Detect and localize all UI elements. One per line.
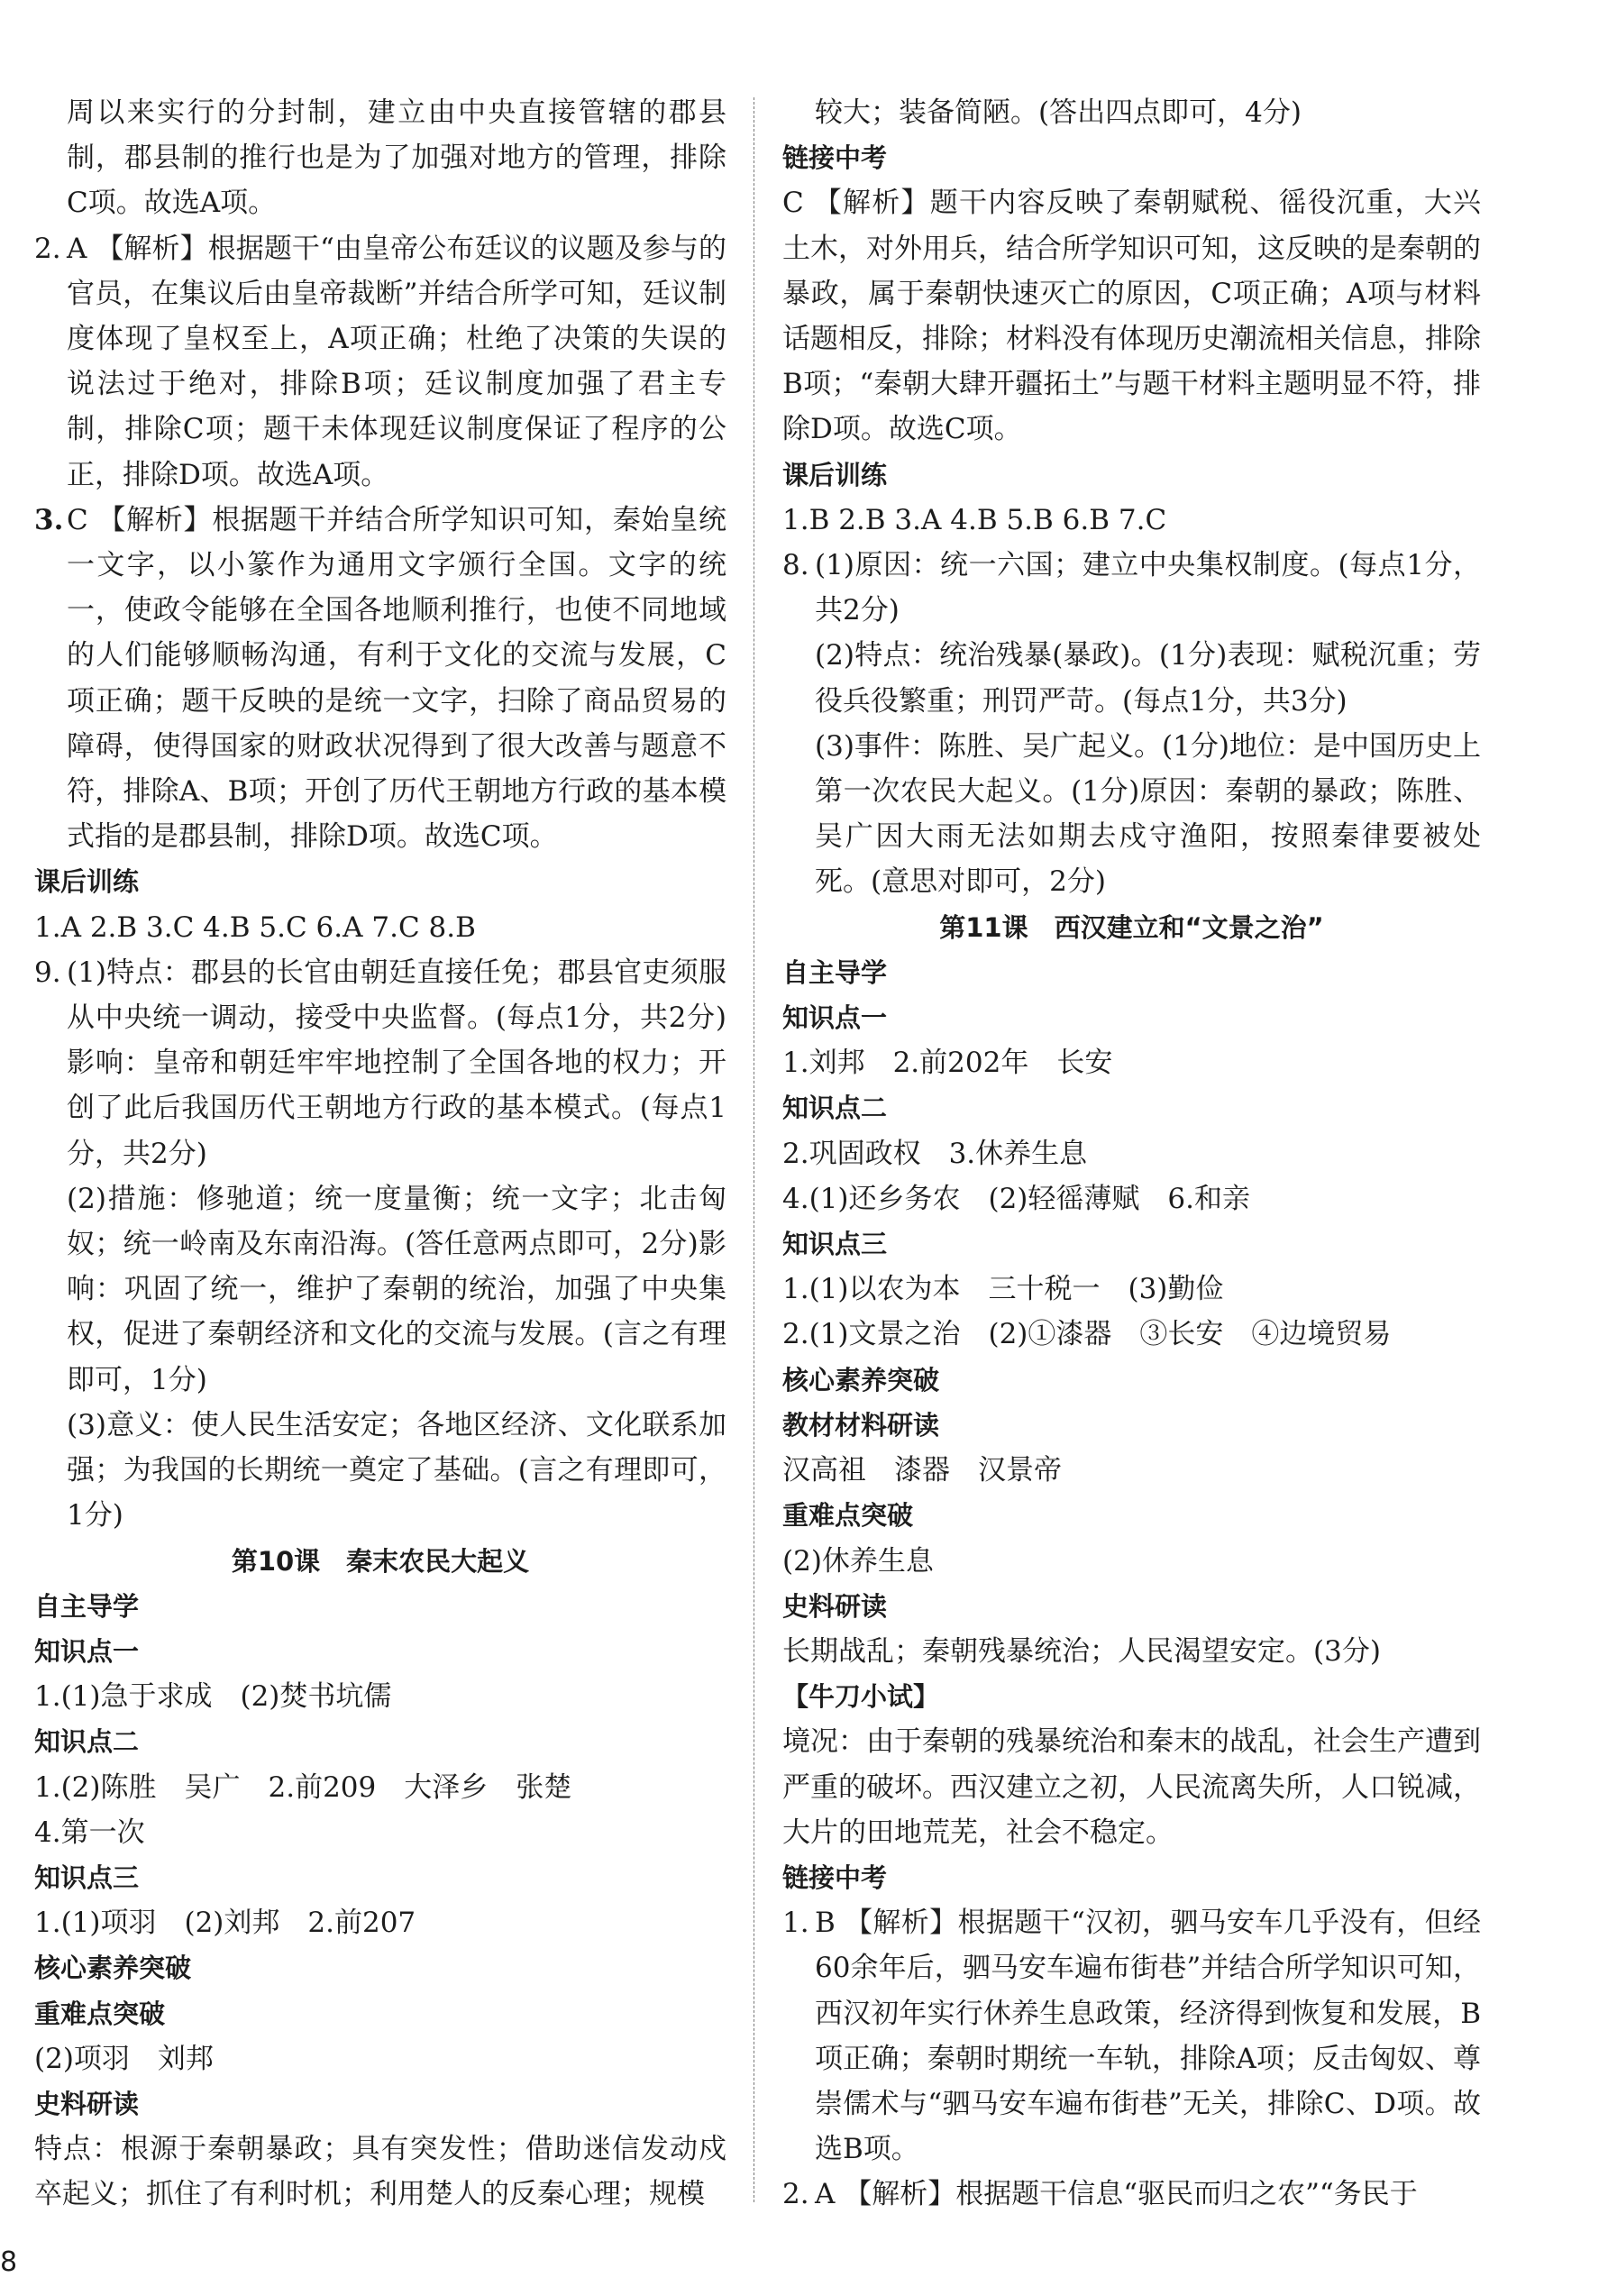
section-heading-zhongnan: 重难点突破 [782, 1500, 914, 1532]
section-heading-lianjie: 链接中考 [782, 142, 888, 174]
answer-key-line: 1.B 2.B 3.A 4.B 5.B 6.B 7.C [782, 503, 1167, 536]
question-8 [782, 543, 1481, 905]
knowledge-point-3-heading: 知识点三 [34, 1861, 140, 1893]
knowledge-point-1-answers: 1.刘邦 2.前202年 长安 [782, 1047, 1113, 1080]
left-column [34, 90, 726, 2218]
knowledge-point-2-answers-more: 4.(1)还乡务农 (2)轻徭薄赋 6.和亲 [782, 1182, 1250, 1215]
shiliao-answer: 特点：根源于秦朝暴政；具有突发性；借助迷信发动戍卒起义；抓住了有利时机；利用楚人的反秦心理；规模 [34, 2133, 726, 2211]
section-heading-shiliao: 史料研读 [782, 1590, 888, 1622]
section-heading-niudao: 【牛刀小试】 [782, 1681, 940, 1713]
section-heading-kehou: 课后训练 [34, 866, 140, 898]
lianjie-question-2-answer: A 【解析】根据题干信息“驱民而归之农”“务民于 [815, 2178, 1418, 2211]
question-8-parts [815, 543, 1481, 905]
lianjie-question-2 [782, 2172, 1481, 2217]
knowledge-point-3-answers: 1.(1)以农为本 三十税一 (3)勤俭 [782, 1273, 1224, 1306]
question-number: 8. [782, 549, 809, 582]
page-number: 8 [0, 2246, 18, 2278]
question-9-parts [67, 950, 726, 1539]
question-number: 1. [782, 1907, 809, 1940]
knowledge-point-3-heading: 知识点三 [782, 1229, 888, 1260]
zhongnan-answer: (2)项羽 刘邦 [34, 2042, 214, 2075]
question-3-answer: C 【解析】根据题干并结合所学知识可知，秦始皇统一文字，以小篆作为通用文字颁行全国。文字的统一，使政令能够在全国各地顺利推行，也使不同地域的人们能够顺畅沟通，有利于文化的交流与发展，C项正确；题干反映的是统一文字，扫除了商品贸易的障碍，使得国家的财政状况得到了很大改善与题意不符，排除A、B项；开创了历代王朝地方行政的基本模式指的是郡县制，排除D项。故选C项。 [67, 503, 726, 854]
question-number: 9. [34, 956, 61, 989]
question-8-part-3: (3)事件：陈胜、吴广起义。(1分)地位：是中国历史上第一次农民大起义。(1分)原因：秦朝的暴政；陈胜、吴广因大雨无法如期去戍守渔阳，按照秦律要被处死。(意思对即可，2分) [815, 729, 1481, 899]
section-heading-zizhu: 自主导学 [782, 956, 888, 988]
question-8-part-2: (2)特点：统治残暴(暴政)。(1分)表现：赋税沉重；劳役兵役繁重；刑罚严苛。(每点1分，共3分) [815, 639, 1481, 718]
question-9-part-3: (3)意义：使人民生活安定；各地区经济、文化联系加强；为我国的长期统一奠定了基础。(言之有理即可，1分) [67, 1408, 726, 1532]
question-3 [34, 498, 726, 860]
knowledge-point-2-heading: 知识点二 [782, 1093, 888, 1124]
intro-paragraph: 周以来实行的分封制，建立由中央直接管辖的郡县制，郡县制的推行也是为了加强对地方的管理，排除C项。故选A项。 [67, 96, 726, 220]
right-column [782, 90, 1481, 2218]
question-number: 2. [34, 232, 61, 265]
knowledge-point-2-answers: 1.(2)陈胜 吴广 2.前209 大泽乡 张楚 [34, 1770, 572, 1804]
knowledge-point-1-heading: 知识点一 [782, 1002, 888, 1034]
section-heading-hexin: 核心素养突破 [782, 1364, 940, 1395]
question-9-part-2: (2)措施：修驰道；统一度量衡；统一文字；北击匈奴；统一岭南及东南沿海。(答任意两点即可，2分)影响：巩固了统一，维护了秦朝的统治，加强了中央集权，促进了秦朝经济和文化的交流与发展。(言之有理即可，1分) [67, 1182, 726, 1396]
knowledge-point-3-answers-more: 2.(1)文景之治 (2)①漆器 ③长安 ④边境贸易 [782, 1318, 1392, 1351]
knowledge-point-2-heading: 知识点二 [34, 1726, 140, 1758]
answer-key-line: 1.A 2.B 3.C 4.B 5.C 6.A 7.C 8.B [34, 910, 476, 944]
question-number: 3. [34, 503, 64, 536]
question-9 [34, 950, 726, 1539]
section-heading-zizhu: 自主导学 [34, 1590, 140, 1622]
lianjie-question-1 [782, 1900, 1481, 2172]
section-heading-hexin: 核心素养突破 [34, 1953, 192, 1984]
section-heading-zhongnan: 重难点突破 [34, 1998, 166, 2029]
lianjie-question-1-answer: B 【解析】根据题干“汉初，驷马安车几乎没有，但经60余年后，驷马安车遍布街巷”并结合所学知识可知，西汉初年实行休养生息政策，经济得到恢复和发展，B项正确；秦朝时期统一车轨，排除A项；反击匈奴、尊崇儒术与“驷马安车遍布街巷”无关，排除C、D项。故选B项。 [815, 1907, 1481, 2166]
shiliao-answer: 长期战乱；秦朝残暴统治；人民渴望安定。(3分) [782, 1634, 1381, 1668]
jiaocai-answer: 汉高祖 漆器 汉景帝 [782, 1454, 1062, 1487]
knowledge-point-3-answers: 1.(1)项羽 (2)刘邦 2.前207 [34, 1907, 416, 1940]
continued-answer: 较大；装备简陋。(答出四点即可，4分) [815, 96, 1302, 129]
lesson-11-title: 第11课 西汉建立和“文景之治” [939, 911, 1324, 943]
knowledge-point-2-answers: 2.巩固政权 3.休养生息 [782, 1137, 1088, 1170]
niudao-answer: 境况：由于秦朝的残暴统治和秦末的战乱，社会生产遭到严重的破坏。西汉建立之初，人民流离失所，人口锐减，大片的田地荒芜，社会不稳定。 [782, 1725, 1481, 1849]
question-9-part-1: (1)特点：郡县的长官由朝廷直接任免；郡县官吏须服从中央统一调动，接受中央监督。(每点1分，共2分)影响：皇帝和朝廷牢牢地控制了全国各地的权力；开创了此后我国历代王朝地方行政的基本模式。(每点1分，共2分) [67, 956, 726, 1170]
section-heading-shiliao: 史料研读 [34, 2088, 140, 2119]
knowledge-point-2-answers-more: 4.第一次 [34, 1816, 145, 1849]
section-heading-lianjie-2: 链接中考 [782, 1861, 888, 1893]
knowledge-point-1-heading: 知识点一 [34, 1635, 140, 1667]
section-heading-jiaocai: 教材材料研读 [782, 1409, 940, 1441]
zhongnan-answer: (2)休养生息 [782, 1544, 934, 1578]
lianjie-answer: C 【解析】题干内容反映了秦朝赋税、徭役沉重，大兴土木，对外用兵，结合所学知识可知，这反映的是秦朝的暴政，属于秦朝快速灭亡的原因，C项正确；A项与材料话题相反，排除；材料没有体现历史潮流相关信息，排除B项；“秦朝大肆开疆拓土”与题干材料主题明显不符，排除D项。故选C项。 [782, 187, 1481, 446]
question-2-answer: A 【解析】根据题干“由皇帝公布廷议的议题及参与的官员，在集议后由皇帝裁断”并结合所学可知，廷议制度体现了皇权至上，A项正确；杜绝了决策的失误的说法过于绝对，排除B项；廷议制度加强了君主专制，排除C项；题干未体现廷议制度保证了程序的公正，排除D项。故选A项。 [67, 232, 726, 491]
knowledge-point-1-answers: 1.(1)急于求成 (2)焚书坑儒 [34, 1680, 392, 1714]
question-8-part-1: (1)原因：统一六国；建立中央集权制度。(每点1分，共2分) [815, 549, 1481, 627]
section-heading-kehou: 课后训练 [782, 459, 888, 490]
lesson-10-title: 第10课 秦末农民大起义 [231, 1545, 530, 1577]
question-2 [34, 226, 726, 498]
question-number: 2. [782, 2178, 809, 2211]
